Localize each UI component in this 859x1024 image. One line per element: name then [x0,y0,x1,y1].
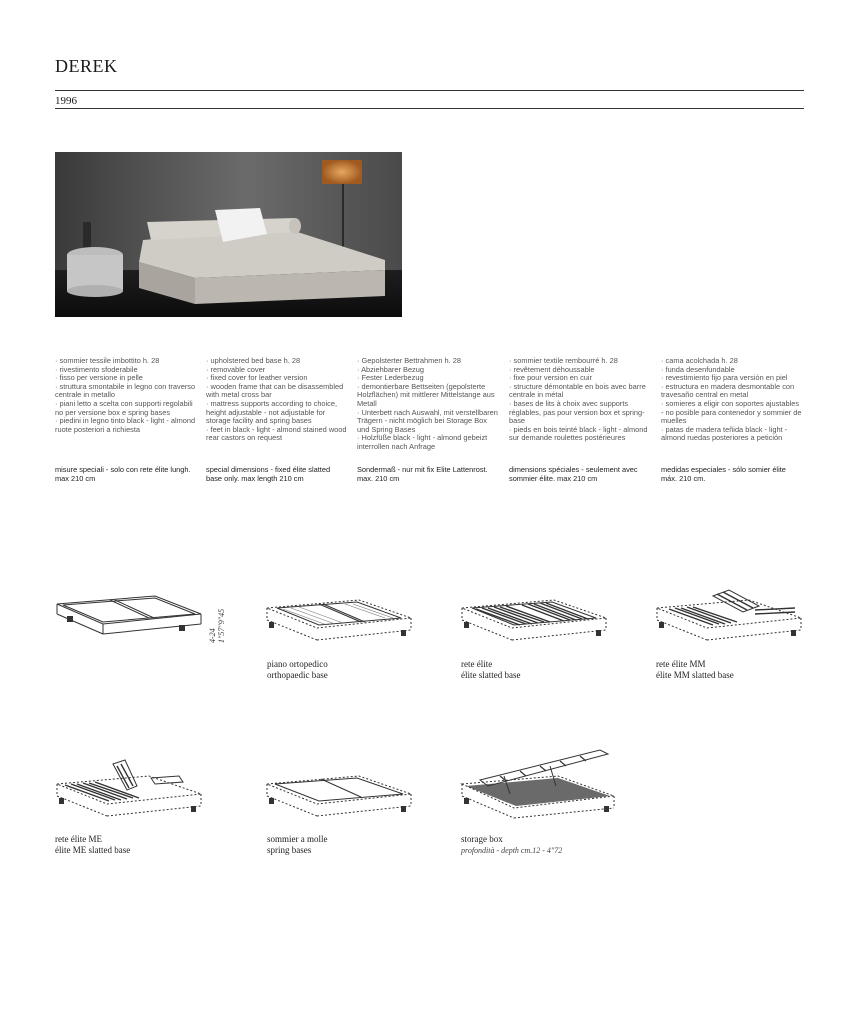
feature-line: · piani letto a scelta con supporti regolabili no per versione box e spring bases [55,398,193,417]
feature-line: · revêtement déhoussable [509,364,595,374]
feature-line: · estructura en madera desmontable con travesaño central en metal [661,381,795,400]
feature-line: · wooden frame that can be disassembled with metal cross bar [206,381,344,400]
feature-line: · removable cover [206,364,266,374]
bed-frame-drawing [55,592,205,648]
special-dimensions: misure speciali - solo con rete élite lungh. max 210 cm [55,465,191,483]
feature-line: · fixe pour version en cuir [509,373,592,383]
feature-line: · Fester Lederbezug [357,373,424,383]
caption-storage [461,834,562,856]
special-dimensions: medidas especiales - sólo somier élite máx. 210 cm. [661,465,786,483]
base-name: sommier a molle [267,834,328,844]
feature-line: · somieres a eligir con soportes ajustables - no posible para contenedor y sommier de muelles [661,398,802,426]
special-dimensions: special dimensions - fixed élite slatted base only. max length 210 cm [206,465,331,483]
base-name: rete élite MM [656,659,706,669]
column-fr [509,356,651,483]
base-name: rete élite [461,659,493,669]
column-es [661,356,803,483]
feature-line: · sommier tessile imbottito h. 28 [55,356,160,365]
caption-elite-mm [656,659,734,681]
feature-line: · structure démontable en bois avec barre centrale in métal [509,381,646,400]
feature-line: · Abziehbarer Bezug [357,364,424,374]
base-sub: élite ME slatted base [55,845,131,855]
special-dimensions: dimensions spéciales - seulement avec sommier élite. max 210 cm [509,465,638,483]
base-sub: spring bases [267,845,312,855]
feature-line: · Gepolsterter Bettrahmen h. 28 [357,356,461,365]
column-it [55,356,197,483]
feature-line: · struttura smontabile in legno con traverso centrale in metallo [55,381,196,400]
feature-line: · funda desenfundable [661,364,735,374]
feature-line: · patas de madera teñida black - light - almond ruedas posteriores a petición [661,424,788,443]
dimensions-text: 4-24 1"57"9"45 [208,608,226,643]
base-sub: élite MM slatted base [656,670,734,680]
special-dimensions: Sondermaß - nur mit fix Elite Lattenrost. max. 210 cm [357,465,488,483]
feature-line: · Unterbett nach Auswahl, mit verstellbaren Trägern - nicht möglich bei Storage Box und Spring Bases [357,407,498,434]
caption-elite [461,659,520,681]
elite-mm-drawing [655,588,805,644]
elite-me-drawing [55,758,205,820]
feature-line: · revestimiento fijo para versión en piel [661,373,788,383]
feature-line: · fisso per versione in pelle [55,373,143,383]
divider-top [55,90,804,91]
year-label: 1996 [55,95,77,107]
orthopaedic-base-drawing [265,598,415,644]
feature-line: · bases de lits à choix avec supports réglables, pas pour version box et spring-base [509,398,645,426]
feature-line: · feet in black - light - almond stained wood rear castors on request [206,424,347,443]
feature-line: · fixed cover for leather version [206,373,308,383]
caption-elite-me [55,834,130,856]
base-name: rete élite ME [55,834,102,844]
base-sub: élite slatted base [461,670,521,680]
base-sub: profondità - depth cm.12 - 4"72 [461,846,563,855]
bed-photo [55,152,402,317]
page-title: DEREK [55,56,118,76]
feature-line: · mattress supports according to choice, height adjustable - not adjustable for storage facility and spring bases [206,398,338,426]
caption-orthopaedic [267,659,328,681]
base-name: storage box [461,834,503,844]
feature-line: · rivestimento sfoderabile [55,364,138,374]
dimensions-label [204,603,234,643]
base-sub: orthopaedic base [267,670,328,680]
caption-spring [267,834,328,856]
feature-line: · cama acolchada h. 28 [661,356,738,365]
divider-bottom [55,108,804,109]
feature-line: · pieds en bois teinté black - light - almond sur demande roulettes postérieures [509,424,648,443]
feature-line: · piedini in legno tinto black - light - almond ruote posteriori a richiesta [55,416,196,434]
elite-slatted-drawing [460,598,610,644]
feature-line: · upholstered bed base h. 28 [206,356,301,365]
feature-line: · demontierbare Bettseiten (gepolsterte Holzflächen) mit mittlerer Mittelstange aus Metall [357,381,495,408]
column-en [206,356,348,483]
spring-bases-drawing [265,772,415,820]
column-de [357,356,499,483]
feature-line: · sommier textile rembourré h. 28 [509,356,618,365]
storage-box-drawing [460,746,620,820]
feature-line: · Holzfüße black - light - almond gebeizt interrollen nach Anfrage [357,433,488,451]
base-name: piano ortopedico [267,659,328,669]
